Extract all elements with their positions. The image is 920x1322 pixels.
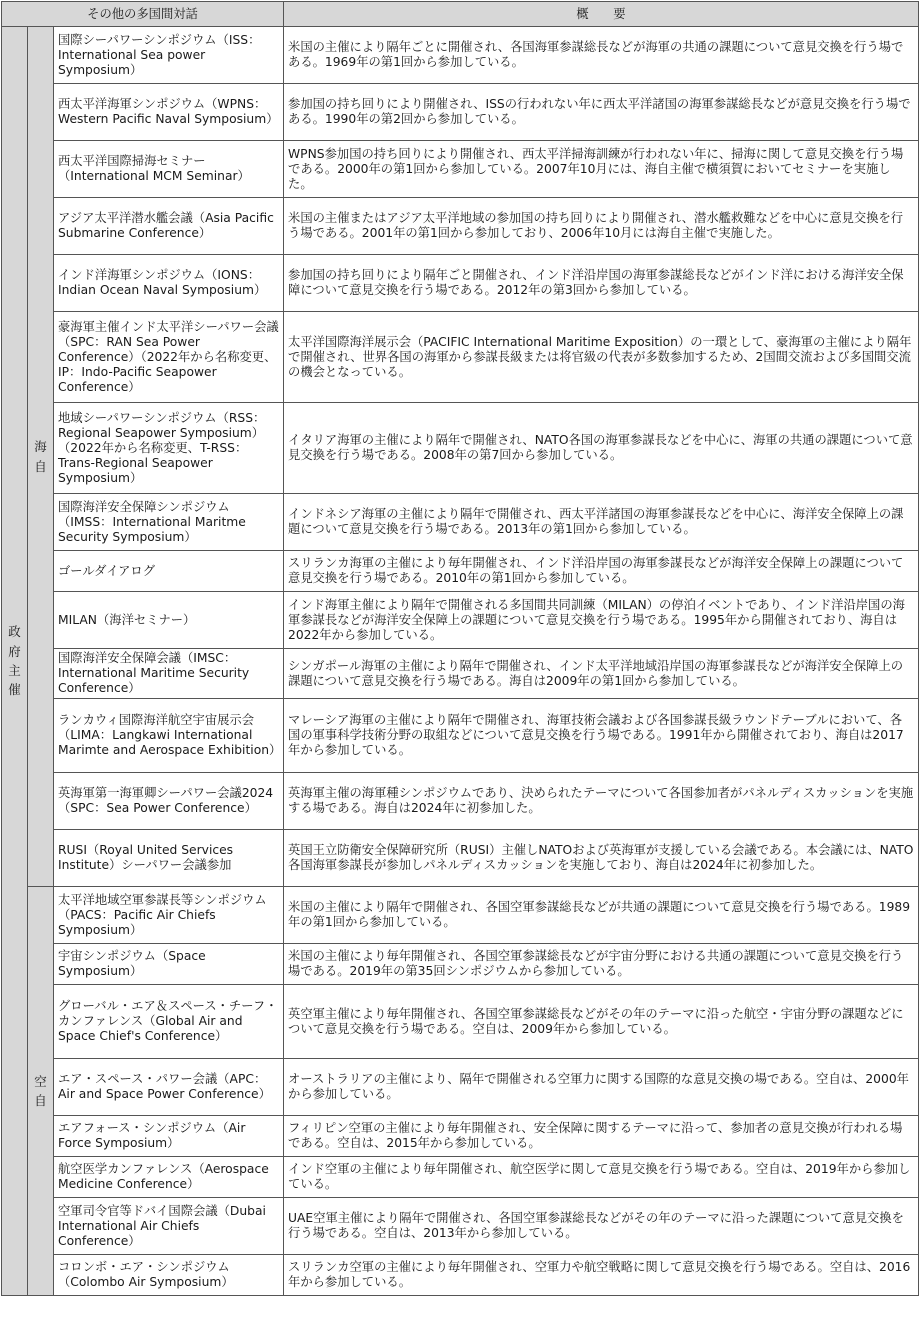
dialogue-name: 太平洋地域空軍参謀長等シンポジウム（PACS：Pacific Air Chiefs Symposium） xyxy=(54,887,284,944)
dialogue-name: 国際海洋安全保障シンポジウム（IMSS：International Maritme Security Symposium） xyxy=(54,494,284,551)
dialogue-summary: インド海軍主催により隔年で開催される多国間共同訓練（MILAN）の停泊イベントであり、インド洋沿岸国の海軍参謀長などが海洋安全保障上の課題について意見交換を行う場である。1995年から開催されており、海自は2022年から参加している。 xyxy=(284,592,919,649)
subgroup-cell-asdf xyxy=(28,887,54,1296)
dialogue-name: 西太平洋国際掃海セミナー（International MCM Seminar） xyxy=(54,141,284,198)
dialogue-summary: インド空軍の主催により毎年開催され、航空医学に関して意見交換を行う場である。空自は、2019年から参加している。 xyxy=(284,1157,919,1198)
table-row xyxy=(2,699,919,773)
table-row xyxy=(2,494,919,551)
dialogue-summary: オーストラリアの主催により、隔年で開催される空軍力に関する国際的な意見交換の場である。空自は、2000年から参加している。 xyxy=(284,1059,919,1116)
dialogue-name: コロンボ・エア・シンポジウム（Colombo Air Symposium） xyxy=(54,1255,284,1296)
dialogue-summary: 米国の主催により隔年ごとに開催され、各国海軍参謀総長などが海軍の共通の課題について意見交換を行う場である。1969年の第1回から参加している。 xyxy=(284,27,919,84)
table-row xyxy=(2,592,919,649)
dialogue-summary: UAE空軍主催により隔年で開催され、各国空軍参謀総長などがその年のテーマに沿った課題について意見交換を行う場である。空自は、2013年から参加している。 xyxy=(284,1198,919,1255)
subgroup-cell-msdf xyxy=(28,27,54,887)
dialogue-summary: フィリピン空軍の主催により毎年開催され、安全保障に関するテーマに沿って、参加者の意見交換が行われる場である。空自は、2015年から参加している。 xyxy=(284,1116,919,1157)
dialogue-name: 地域シーパワーシンポジウム（RSS：Regional Seapower Symposium）（2022年から名称変更、T-RSS：Trans-Regional Seapower Symposium） xyxy=(54,403,284,494)
table-row xyxy=(2,649,919,699)
dialogue-name: RUSI（Royal United Services Institute）シーパワー会議参加 xyxy=(54,830,284,887)
table-row xyxy=(2,944,919,985)
dialogue-summary: 米国の主催により毎年開催され、各国空軍参謀総長などが宇宙分野における共通の課題について意見交換を行う場である。2019年の第35回シンポジウムから参加している。 xyxy=(284,944,919,985)
table-row xyxy=(2,1255,919,1296)
dialogue-name: MILAN（海洋セミナー） xyxy=(54,592,284,649)
header-summary: 概 要 xyxy=(284,2,919,27)
dialogue-summary: 英海軍主催の海軍種シンポジウムであり、決められたテーマについて各国参加者がパネルディスカッションを実施する場である。海自は2024年に初参加した。 xyxy=(284,773,919,830)
table-row xyxy=(2,255,919,312)
dialogue-name: 空軍司令官等ドバイ国際会議（Dubai International Air Chiefs Conference） xyxy=(54,1198,284,1255)
dialogue-name: ゴールダイアログ xyxy=(54,551,284,592)
dialogue-summary: スリランカ海軍の主催により毎年開催され、インド洋沿岸国の海軍参謀長などが海洋安全保障上の課題について意見交換を行う場である。2010年の第1回から参加している。 xyxy=(284,551,919,592)
table-row xyxy=(2,403,919,494)
dialogue-summary: 英国王立防衛安全保障研究所（RUSI）主催しNATOおよび英海軍が支援している会議である。本会議には、NATO各国海軍参謀長が参加しパネルディスカッションを実施しており、海自は2024年に初参加した。 xyxy=(284,830,919,887)
dialogue-name: 豪海軍主催インド太平洋シーパワー会議（SPC：RAN Sea Power Conference）（2022年から名称変更、IP：Indo-Pacific Seapower Conference） xyxy=(54,312,284,403)
table-row xyxy=(2,312,919,403)
dialogue-name: グローバル・エア＆スペース・チーフ・カンファレンス（Global Air and Space Chief's Conference） xyxy=(54,985,284,1059)
header-dialogue: その他の多国間対話 xyxy=(2,2,284,27)
dialogue-summary: インドネシア海軍の主催により隔年で開催され、西太平洋諸国の海軍参謀長などを中心に、海洋安全保障上の課題について意見交換を行う場である。2013年の第1回から参加している。 xyxy=(284,494,919,551)
table-row xyxy=(2,1157,919,1198)
dialogue-summary: 英空軍主催により毎年開催され、各国空軍参謀総長などがその年のテーマに沿った航空・宇宙分野の課題などについて意見交換を行う場である。空自は、2009年から参加している。 xyxy=(284,985,919,1059)
table-row xyxy=(2,141,919,198)
table-row xyxy=(2,830,919,887)
dialogue-name: ランカウィ国際海洋航空宇宙展示会（LIMA：Langkawi International Marimte and Aerospace Exhibition） xyxy=(54,699,284,773)
dialogue-summary: WPNS参加国の持ち回りにより開催され、西太平洋掃海訓練が行われない年に、掃海に関して意見交換を行う場である。2000年の第1回から参加している。2007年10月には、海自主催で横須賀においてセミナーを実施した。 xyxy=(284,141,919,198)
group-label-gov: 政府主催 xyxy=(8,624,21,698)
table-row xyxy=(2,1198,919,1255)
group-cell-gov xyxy=(2,27,28,1296)
table-row xyxy=(2,887,919,944)
dialogue-name: 国際シーパワーシンポジウム（ISS：International Sea power Symposium） xyxy=(54,27,284,84)
table-row xyxy=(2,198,919,255)
dialogue-summary: 太平洋国際海洋展示会（PACIFIC International Maritime Exposition）の一環として、豪海軍の主催により隔年で開催され、世界各国の海軍から参謀長級または将官級の代表が多数参加するため、2国間交流および多国間交流の機会となっている。 xyxy=(284,312,919,403)
dialogue-name: 宇宙シンポジウム（Space Symposium） xyxy=(54,944,284,985)
table-row xyxy=(2,985,919,1059)
table-row xyxy=(2,84,919,141)
subgroup-label-msdf: 海自 xyxy=(34,439,47,474)
dialogue-summary: 参加国の持ち回りにより開催され、ISSの行われない年に西太平洋諸国の海軍参謀総長などが意見交換を行う場である。1990年の第2回から参加している。 xyxy=(284,84,919,141)
subgroup-label-asdf: 空自 xyxy=(34,1073,47,1108)
table-row xyxy=(2,1059,919,1116)
dialogue-name: 国際海洋安全保障会議（IMSC：International Maritime Security Conference） xyxy=(54,649,284,699)
dialogue-summary: スリランカ空軍の主催により毎年開催され、空軍力や航空戦略に関して意見交換を行う場である。空自は、2016年から参加している。 xyxy=(284,1255,919,1296)
table-row xyxy=(2,1116,919,1157)
dialogue-summary: 米国の主催により隔年で開催され、各国空軍参謀総長などが共通の課題について意見交換を行う場である。1989年の第1回から参加している。 xyxy=(284,887,919,944)
dialogue-name: エアフォース・シンポジウム（Air Force Symposium） xyxy=(54,1116,284,1157)
table-row xyxy=(2,27,919,84)
dialogue-name: 英海軍第一海軍卿シーパワー会議2024（SPC：Sea Power Conference） xyxy=(54,773,284,830)
dialogue-summary: 米国の主催またはアジア太平洋地域の参加国の持ち回りにより開催され、潜水艦救難などを中心に意見交換を行う場である。2001年の第1回から参加しており、2006年10月には海自主催で実施した。 xyxy=(284,198,919,255)
dialogue-name: 西太平洋海軍シンポジウム（WPNS：Western Pacific Naval Symposium） xyxy=(54,84,284,141)
header-row xyxy=(2,2,919,27)
table-body xyxy=(2,27,919,1296)
table-row xyxy=(2,551,919,592)
dialogue-summary: マレーシア海軍の主催により隔年で開催され、海軍技術会議および各国参謀長級ラウンドテーブルにおいて、各国の軍事科学技術分野の取組などについて意見交換を行う場である。1991年から開催されており、海自は2017年から参加している。 xyxy=(284,699,919,773)
table-row xyxy=(2,773,919,830)
dialogue-summary: イタリア海軍の主催により隔年で開催され、NATO各国の海軍参謀長などを中心に、海軍の共通の課題について意見交換を行う場である。2008年の第7回から参加している。 xyxy=(284,403,919,494)
dialogue-name: エア・スペース・パワー会議（APC：Air and Space Power Conference） xyxy=(54,1059,284,1116)
dialogue-name: アジア太平洋潜水艦会議（Asia Pacific Submarine Conference） xyxy=(54,198,284,255)
dialogue-summary: 参加国の持ち回りにより隔年ごと開催され、インド洋沿岸国の海軍参謀総長などがインド洋における海洋安全保障について意見交換を行う場である。2012年の第3回から参加している。 xyxy=(284,255,919,312)
dialogue-summary: シンガポール海軍の主催により隔年で開催され、インド太平洋地域沿岸国の海軍参謀長などが海洋安全保障上の課題について意見交換を行う場である。海自は2009年の第1回から参加している。 xyxy=(284,649,919,699)
dialogue-table xyxy=(1,1,919,1296)
dialogue-name: インド洋海軍シンポジウム（IONS：Indian Ocean Naval Symposium） xyxy=(54,255,284,312)
dialogue-name: 航空医学カンファレンス（Aerospace Medicine Conference） xyxy=(54,1157,284,1198)
